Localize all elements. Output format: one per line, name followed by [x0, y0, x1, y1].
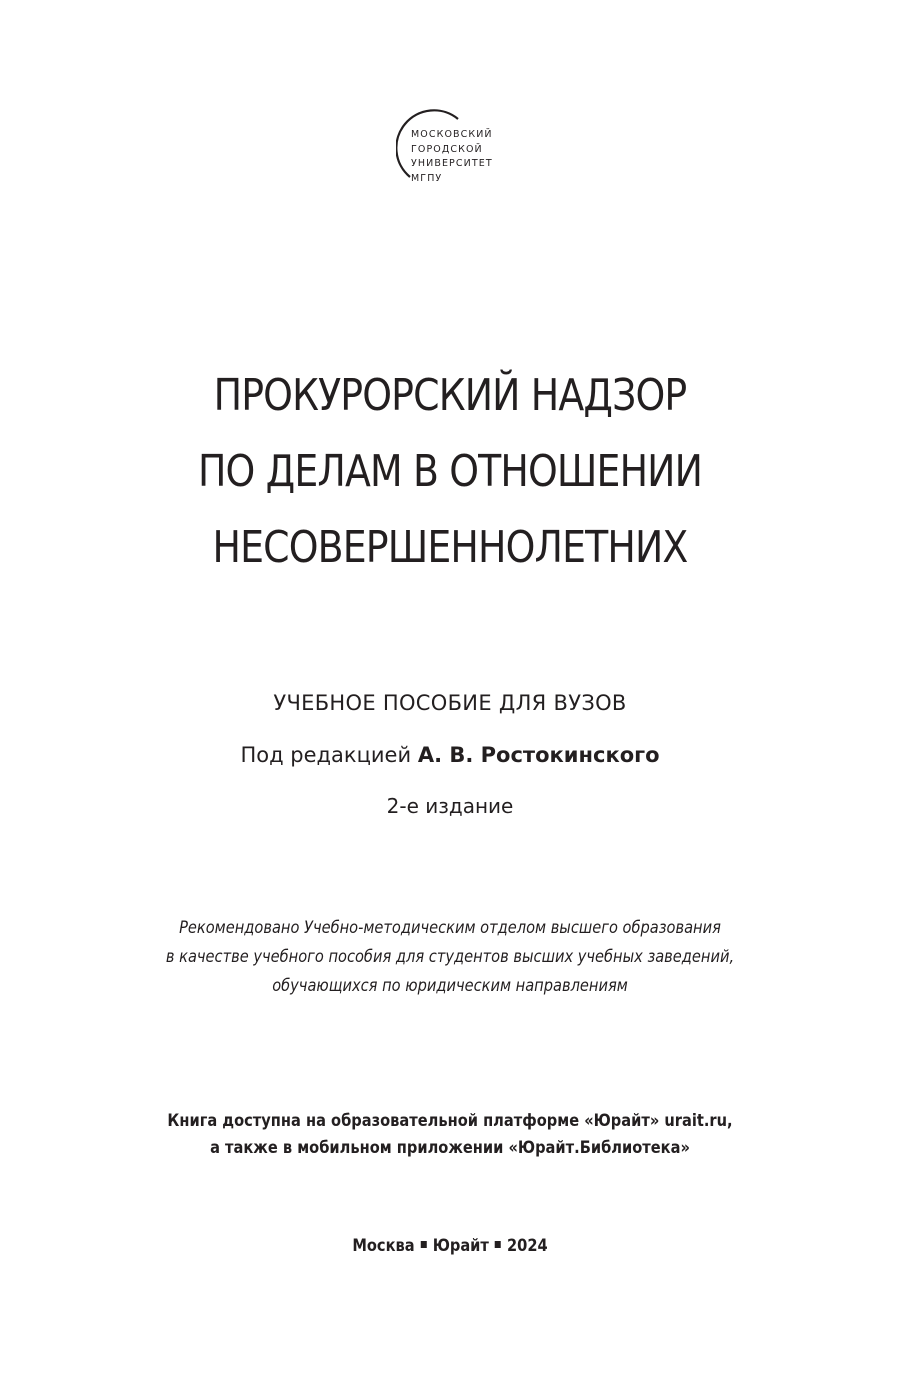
logo-line: ГОРОДСКОЙ: [411, 143, 483, 155]
logo-line: МОСКОВСКИЙ: [411, 129, 493, 140]
book-subtitle: УЧЕБНОЕ ПОСОБИЕ ДЛЯ ВУЗОВ: [273, 691, 627, 715]
availability-line: а также в мобильном приложении «Юрайт.Библиотека»: [210, 1138, 690, 1158]
title-line: НЕСОВЕРШЕННОЛЕТНИХ: [212, 522, 688, 573]
recommendation-line: в качестве учебного пособия для студентов высших учебных заведений,: [165, 947, 735, 967]
book-title: [63, 358, 837, 586]
recommendation-note: [63, 914, 837, 1001]
recommendation-line: Рекомендовано Учебно-методическим отделом высшего образования: [179, 918, 721, 938]
logo-text: [411, 128, 493, 186]
logo-line: МГПУ: [411, 172, 443, 184]
title-line: ПО ДЕЛАМ В ОТНОШЕНИИ: [197, 446, 703, 497]
title-line: ПРОКУРОРСКИЙ НАДЗОР: [213, 370, 687, 421]
recommendation-line: обучающихся по юридическим направлениям: [272, 976, 628, 996]
editor-line: [0, 740, 900, 770]
imprint-city: Москва: [352, 1236, 415, 1256]
editor-name: А. В. Ростокинского: [417, 743, 660, 767]
imprint-line: [63, 1233, 837, 1260]
edition-label: 2-е издание: [386, 794, 514, 818]
university-logo: [396, 104, 526, 188]
separator-square-icon: [495, 1241, 501, 1248]
separator-square-icon: [421, 1241, 427, 1248]
imprint-publisher: Юрайт: [432, 1236, 489, 1256]
availability-line: Книга доступна на образовательной платформе «Юрайт» urait.ru,: [167, 1111, 733, 1131]
imprint-year: 2024: [506, 1236, 548, 1256]
editor-prefix: Под редакцией: [240, 743, 412, 767]
logo-line: УНИВЕРСИТЕТ: [411, 158, 493, 169]
availability-note: [63, 1108, 837, 1162]
